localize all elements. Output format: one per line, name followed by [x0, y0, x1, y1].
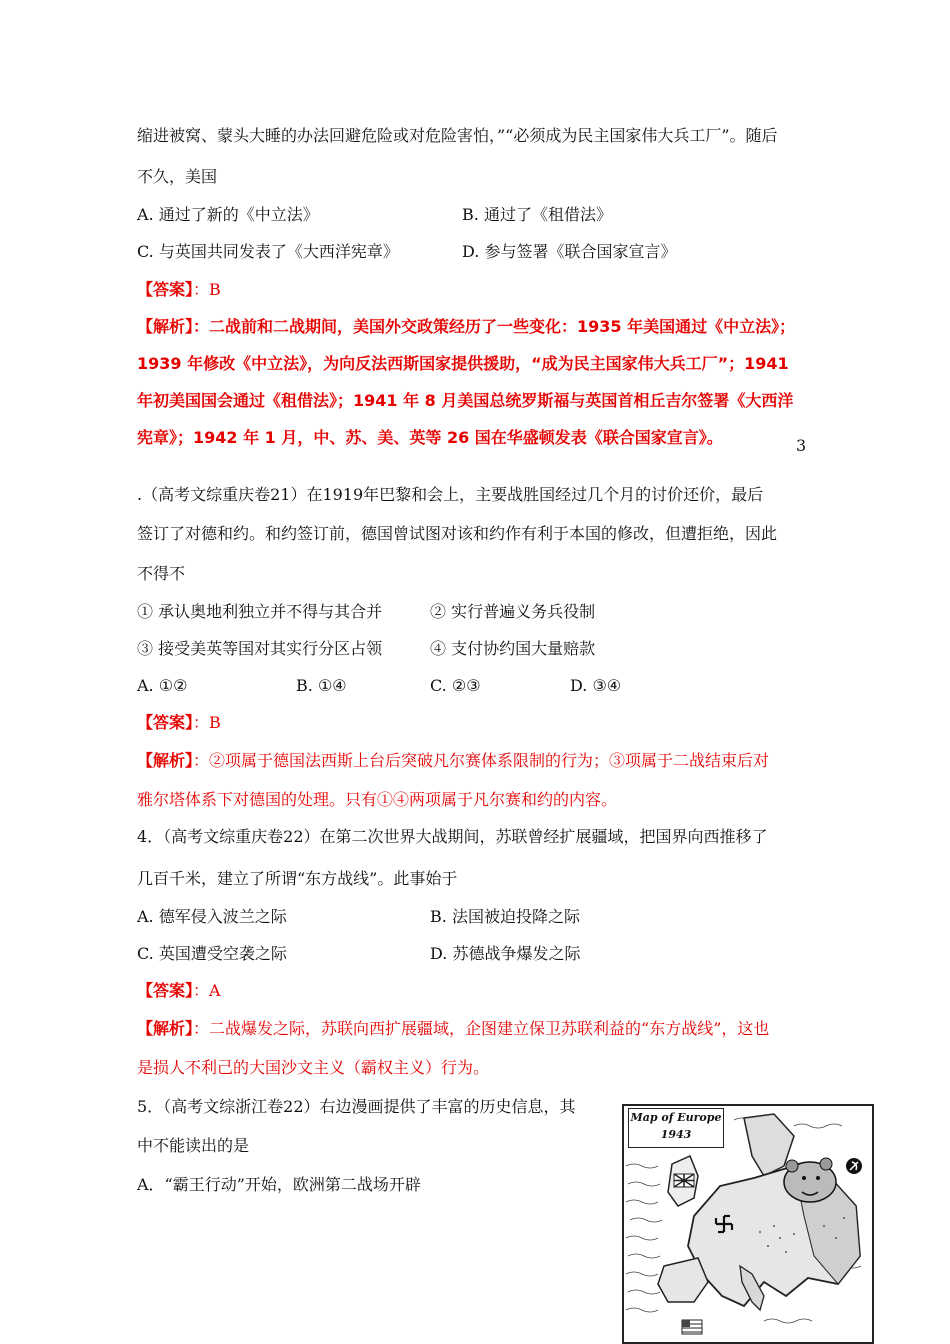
map-title-line-1: Map of Europe — [630, 1111, 722, 1124]
option-label: C. — [137, 944, 154, 963]
answer-value: ：B — [193, 280, 221, 299]
q4-option-c[interactable] — [137, 943, 287, 965]
option-text: 德军侵入波兰之际 — [158, 907, 287, 926]
analysis-text: ：二战爆发之际，苏联向西扩展疆域，企图建立保卫苏联利益的“东方战线”，这也 — [193, 1019, 770, 1038]
option-text: ③④ — [592, 676, 622, 695]
option-text: 通过了新的《中立法》 — [158, 205, 319, 224]
map-title-line-2: 1943 — [660, 1128, 692, 1141]
q4-stem-line-2: 几百千米，建立了所谓“东方战线”。此事始于 — [137, 869, 458, 888]
option-label: D. — [462, 242, 480, 261]
q3-option-d[interactable] — [570, 675, 621, 697]
analysis-text: ：二战前和二战期间，美国外交政策经历了一些变化：1935 年美国通过《中立法》； — [193, 317, 796, 336]
answer-value: ：B — [193, 713, 221, 732]
q4-option-d[interactable] — [430, 943, 580, 965]
q4-analysis-line-1 — [137, 1018, 769, 1040]
option-text: 法国被迫投降之际 — [451, 907, 580, 926]
q4-stem-line-1: 4．（高考文综重庆卷22）在第二次世界大战期间，苏联曾经扩展疆域，把国界向西推移了 — [137, 827, 768, 846]
option-label: A. — [137, 205, 154, 224]
q3-analysis-line-1 — [137, 750, 769, 772]
q4-option-b[interactable] — [430, 906, 580, 928]
answer-tag: 【答案】 — [137, 280, 194, 299]
option-text: 参与签署《联合国家宣言》 — [484, 242, 677, 261]
option-label: C. — [430, 676, 447, 695]
q2-analysis-line-3: 年初美国国会通过《租借法》；1941 年 8 月美国总统罗斯福与英国首相丘吉尔签署《大西洋 — [137, 391, 794, 410]
q3-option-c[interactable] — [430, 675, 481, 697]
q5-stem-line-2: 中不能读出的是 — [137, 1136, 250, 1155]
union-jack-flag-icon — [674, 1174, 694, 1187]
q2-analysis-line-4: 宪章》；1942 年 1 月，中、苏、美、英等 26 国在华盛顿发表《联合国家宣言》。 — [137, 428, 723, 447]
q3-analysis-line-2: 雅尔塔体系下对德国的处理。只有①④两项属于凡尔赛和约的内容。 — [137, 790, 618, 809]
answer-value: ：A — [193, 981, 221, 1000]
iberia-landmass — [658, 1258, 708, 1302]
answer-tag: 【答案】 — [137, 713, 194, 732]
option-text: 与英国共同发表了《大西洋宪章》 — [158, 242, 399, 261]
q2-option-d[interactable] — [462, 241, 676, 263]
option-label: C. — [137, 242, 154, 261]
analysis-tag: 【解析】 — [137, 1019, 194, 1038]
analysis-tag: 【解析】 — [137, 317, 194, 336]
option-label: B. — [430, 907, 447, 926]
option-label: B. — [462, 205, 479, 224]
q3-item-4: ④ 支付协约国大量赔款 — [430, 639, 596, 658]
q3-answer — [137, 712, 221, 734]
q2-analysis-line-2: 1939 年修改《中立法》，为向反法西斯国家提供援助，“成为民主国家伟大兵工厂”；1941 — [137, 354, 789, 373]
hammer-sickle-icon — [846, 1158, 862, 1174]
q2-stem-line-2: 不久，美国 — [137, 167, 218, 186]
option-text: ②③ — [451, 676, 481, 695]
analysis-text: ：②项属于德国法西斯上台后突破凡尔赛体系限制的行为；③项属于二战结束后对 — [193, 751, 770, 770]
q3-number: 3 — [796, 436, 807, 455]
q3-stem-line-2: 签订了对德和约。和约签订前，德国曾试图对该和约作有利于本国的修改，但遭拒绝，因此 — [137, 524, 778, 543]
q4-analysis-line-2: 是损人不利己的大国沙文主义（霸权主义）行为。 — [137, 1058, 490, 1077]
q2-option-c[interactable] — [137, 241, 399, 263]
q3-item-1: ① 承认奥地利独立并不得与其合并 — [137, 602, 383, 621]
analysis-tag: 【解析】 — [137, 751, 194, 770]
answer-tag: 【答案】 — [137, 981, 194, 1000]
option-text: ①② — [158, 676, 188, 695]
europe-map-cartoon — [622, 1104, 874, 1344]
q3-option-a[interactable] — [137, 675, 187, 697]
q5-option-a[interactable]: A．“霸王行动”开始，欧洲第二战场开辟 — [137, 1175, 421, 1194]
us-flag-icon — [682, 1320, 702, 1334]
option-text: 苏德战争爆发之际 — [452, 944, 581, 963]
q2-option-b[interactable] — [462, 204, 612, 226]
option-label: D. — [430, 944, 448, 963]
q2-stem-line-1: 缩进被窝、蒙头大睡的办法回避危险或对危险害怕，”“必须成为民主国家伟大兵工厂”。随后 — [137, 126, 778, 145]
q2-option-a[interactable] — [137, 204, 319, 226]
option-text: 通过了《租借法》 — [483, 205, 612, 224]
q2-analysis-line-1 — [137, 316, 795, 338]
option-text: 英国遭受空袭之际 — [158, 944, 287, 963]
option-label: A. — [137, 907, 154, 926]
q2-answer — [137, 279, 221, 301]
q4-option-a[interactable] — [137, 906, 287, 928]
q5-stem-line-1: 5．（高考文综浙江卷22）右边漫画提供了丰富的历史信息，其 — [137, 1097, 576, 1116]
q3-item-2: ② 实行普遍义务兵役制 — [430, 602, 596, 621]
q3-item-3: ③ 接受美英等国对其实行分区占领 — [137, 639, 383, 658]
option-label: D. — [570, 676, 588, 695]
map-title-box — [628, 1108, 724, 1148]
bear-cartoon-icon — [784, 1158, 836, 1202]
q3-option-b[interactable] — [296, 675, 347, 697]
q4-answer — [137, 980, 221, 1002]
q3-stem-line-1: .（高考文综重庆卷21）在1919年巴黎和会上，主要战胜国经过几个月的讨价还价，最后 — [137, 485, 764, 504]
option-text: ①④ — [317, 676, 347, 695]
option-label: B. — [296, 676, 313, 695]
option-label: A. — [137, 676, 154, 695]
q3-stem-line-3: 不得不 — [137, 564, 186, 583]
